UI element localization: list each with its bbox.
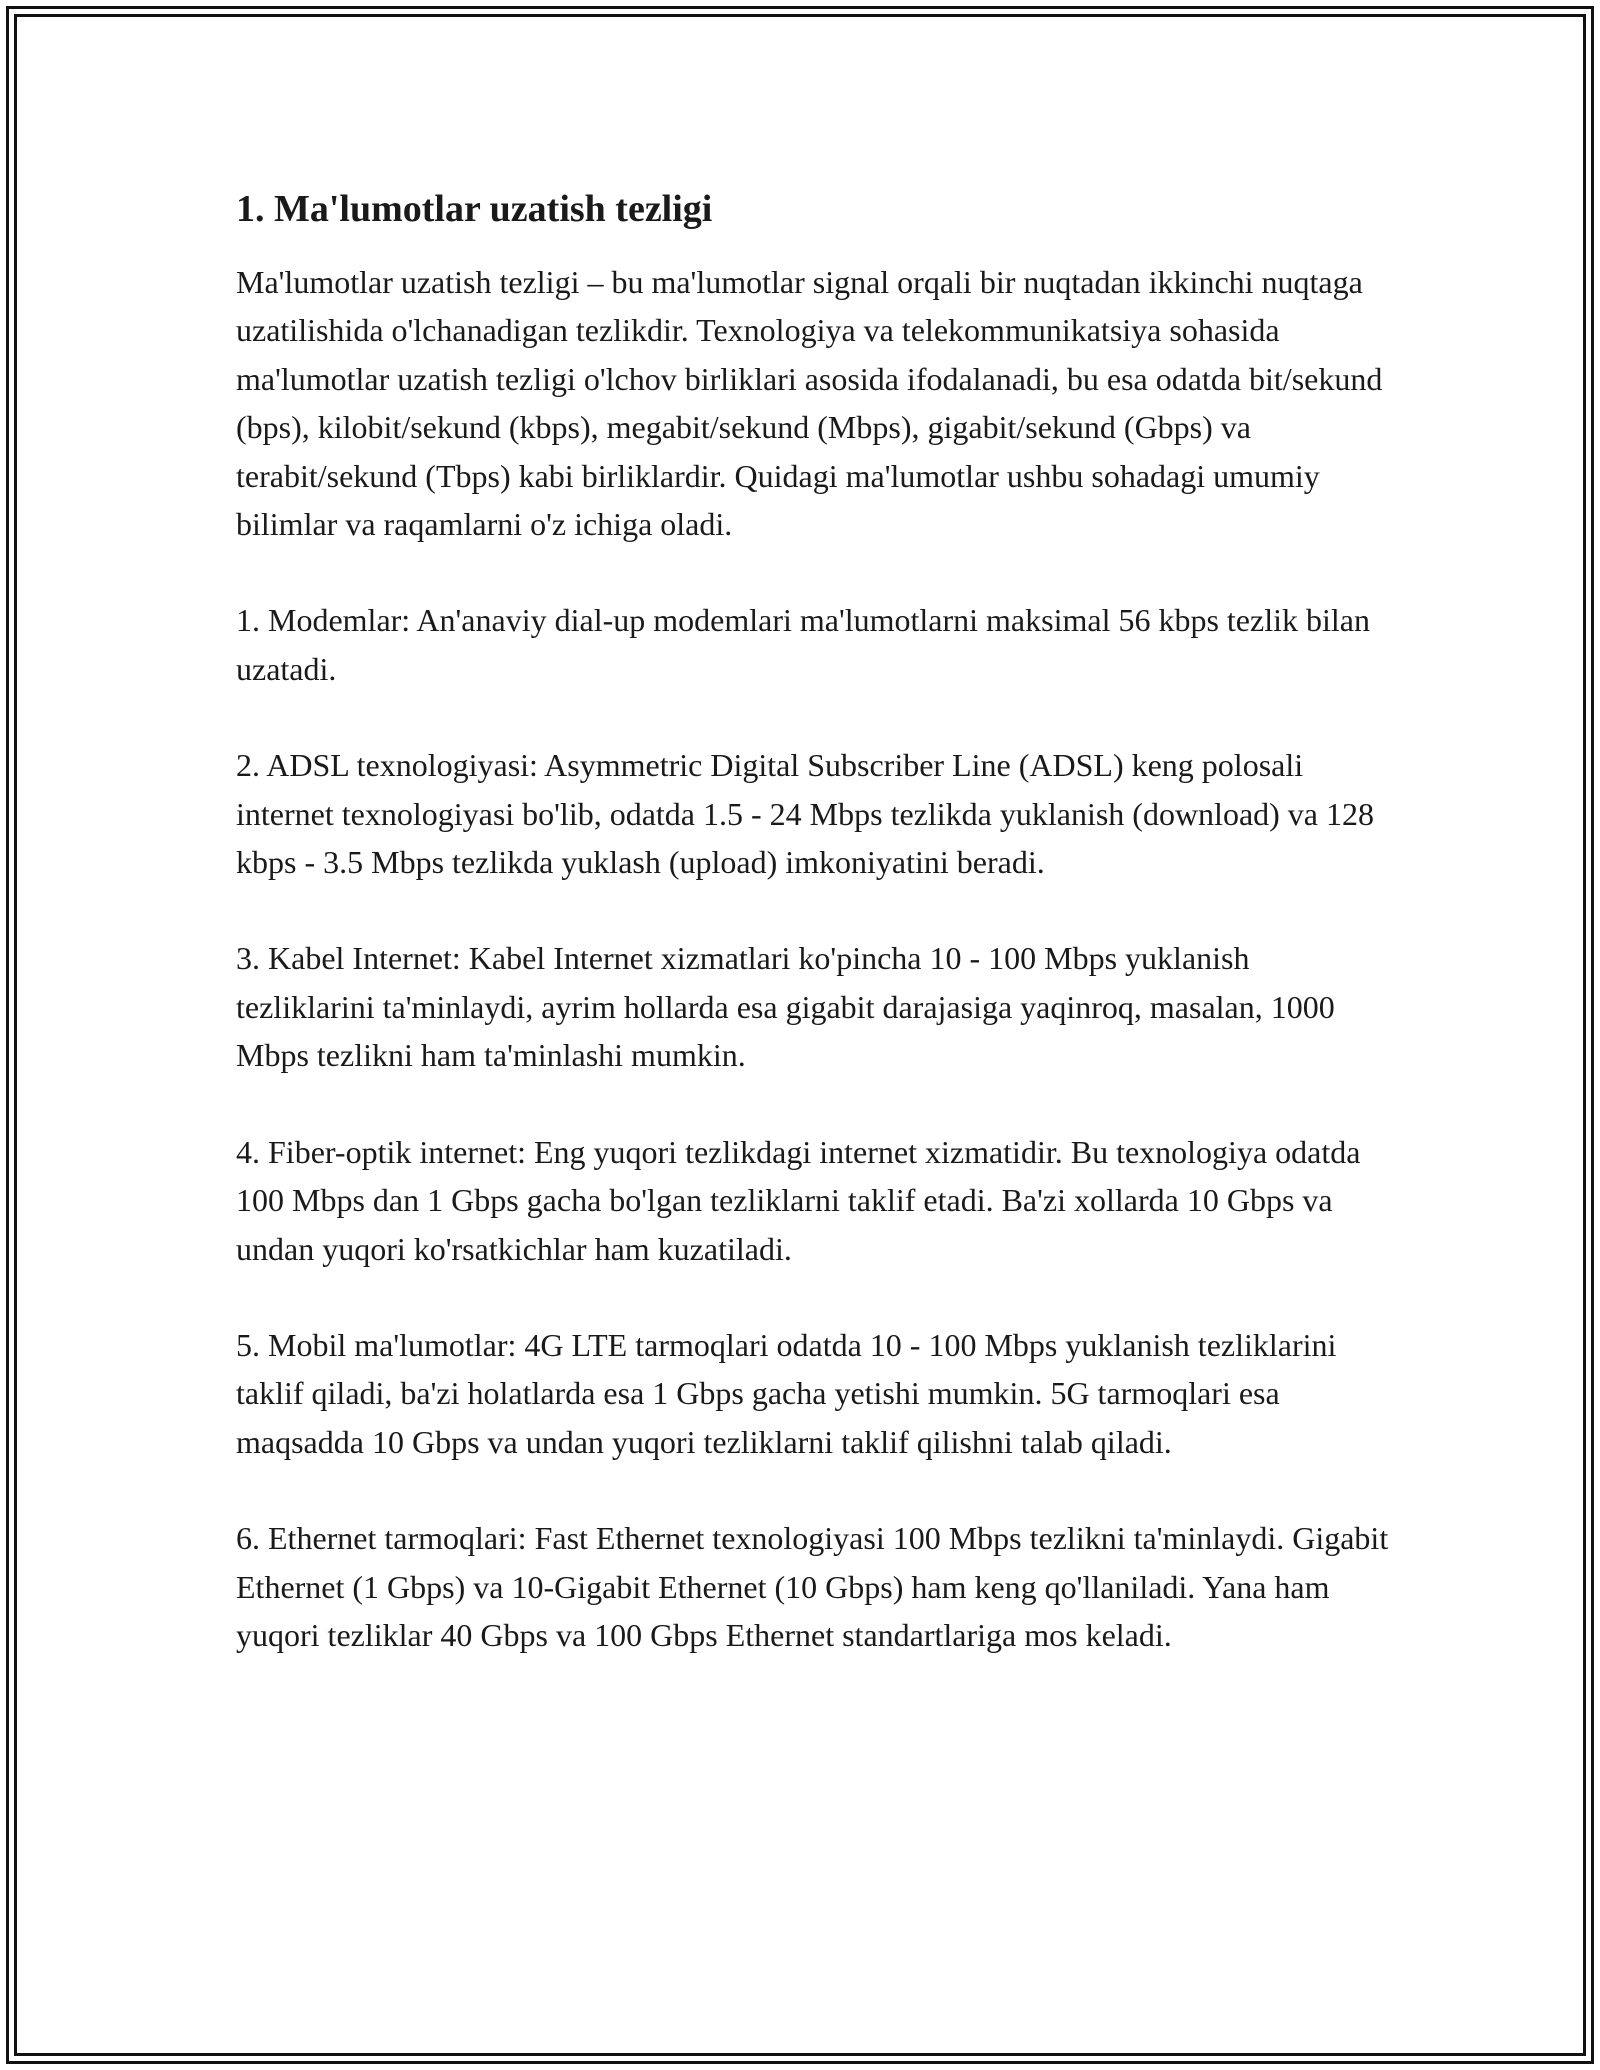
list-item-cable-internet: 3. Kabel Internet: Kabel Internet xizmatlari ko'pincha 10 - 100 Mbps yuklanish tezliklarini ta'minlaydi, ayrim hollarda esa gigabit darajasiga yaqinroq, masalan, 1000 Mbps tezlikni ham ta'minlashi mumkin. — [236, 940, 1335, 1074]
list-item-ethernet: 6. Ethernet tarmoqlari: Fast Ethernet texnologiyasi 100 Mbps tezlikni ta'minlaydi. Gigabit Ethernet (1 Gbps) va 10-Gigabit Ethernet (10 Gbps) ham keng qo'llaniladi. Yana ham yuqori tezliklar 40 Gbps va 100 Gbps Ethernet standartlariga mos keladi. — [236, 1520, 1389, 1653]
list-item-fiber-optic: 4. Fiber-optik internet: Eng yuqori tezlikdagi internet xizmatidir. Bu texnologiya odatda 100 Mbps dan 1 Gbps gacha bo'lgan tezliklarni taklif etadi. Ba'zi xollarda 10 Gbps va undan yuqori ko'rsatkichlar ham kuzatiladi. — [236, 1133, 1361, 1267]
document-body — [236, 186, 1396, 1707]
list-item-adsl: 2. ADSL texnologiyasi: Asymmetric Digital Subscriber Line (ADSL) keng polosali internet texnologiyasi bo'lib, odatda 1.5 - 24 Mbps tezlikda yuklanish (download) va 128 kbps - 3.5 Mbps tezlikda yuklash (upload) imkoniyatini beradi. — [236, 747, 1374, 881]
document-title: 1. Ma'lumotlar uzatish tezligi — [236, 188, 713, 230]
intro-paragraph: Ma'lumotlar uzatish tezligi – bu ma'lumotlar signal orqali bir nuqtadan ikkinchi nuqtaga uzatilishida o'lchanadigan tezlikdir. Texnologiya va telekommunikatsiya sohasida ma'lumotlar uzatish tezligi o'lchov birliklari asosida ifodalanadi, bu esa odatda bit/sekund (bps), kilobit/sekund (kbps), megabit/sekund (Mbps), gigabit/sekund (Gbps) va terabit/sekund (Tbps) kabi birliklardir. Quidagi ma'lumotlar ushbu sohadagi umumiy bilimlar va raqamlarni o'z ichiga oladi. — [236, 264, 1383, 543]
list-item-mobile-data: 5. Mobil ma'lumotlar: 4G LTE tarmoqlari odatda 10 - 100 Mbps yuklanish tezliklarini taklif qiladi, ba'zi holatlarda esa 1 Gbps gacha yetishi mumkin. 5G tarmoqlari esa maqsadda 10 Gbps va undan yuqori tezliklarni taklif qilishni talab qiladi. — [236, 1326, 1337, 1460]
list-item-modems: 1. Modemlar: An'anaviy dial-up modemlari ma'lumotlarni maksimal 56 kbps tezlik bilan uzatadi. — [236, 602, 1370, 687]
